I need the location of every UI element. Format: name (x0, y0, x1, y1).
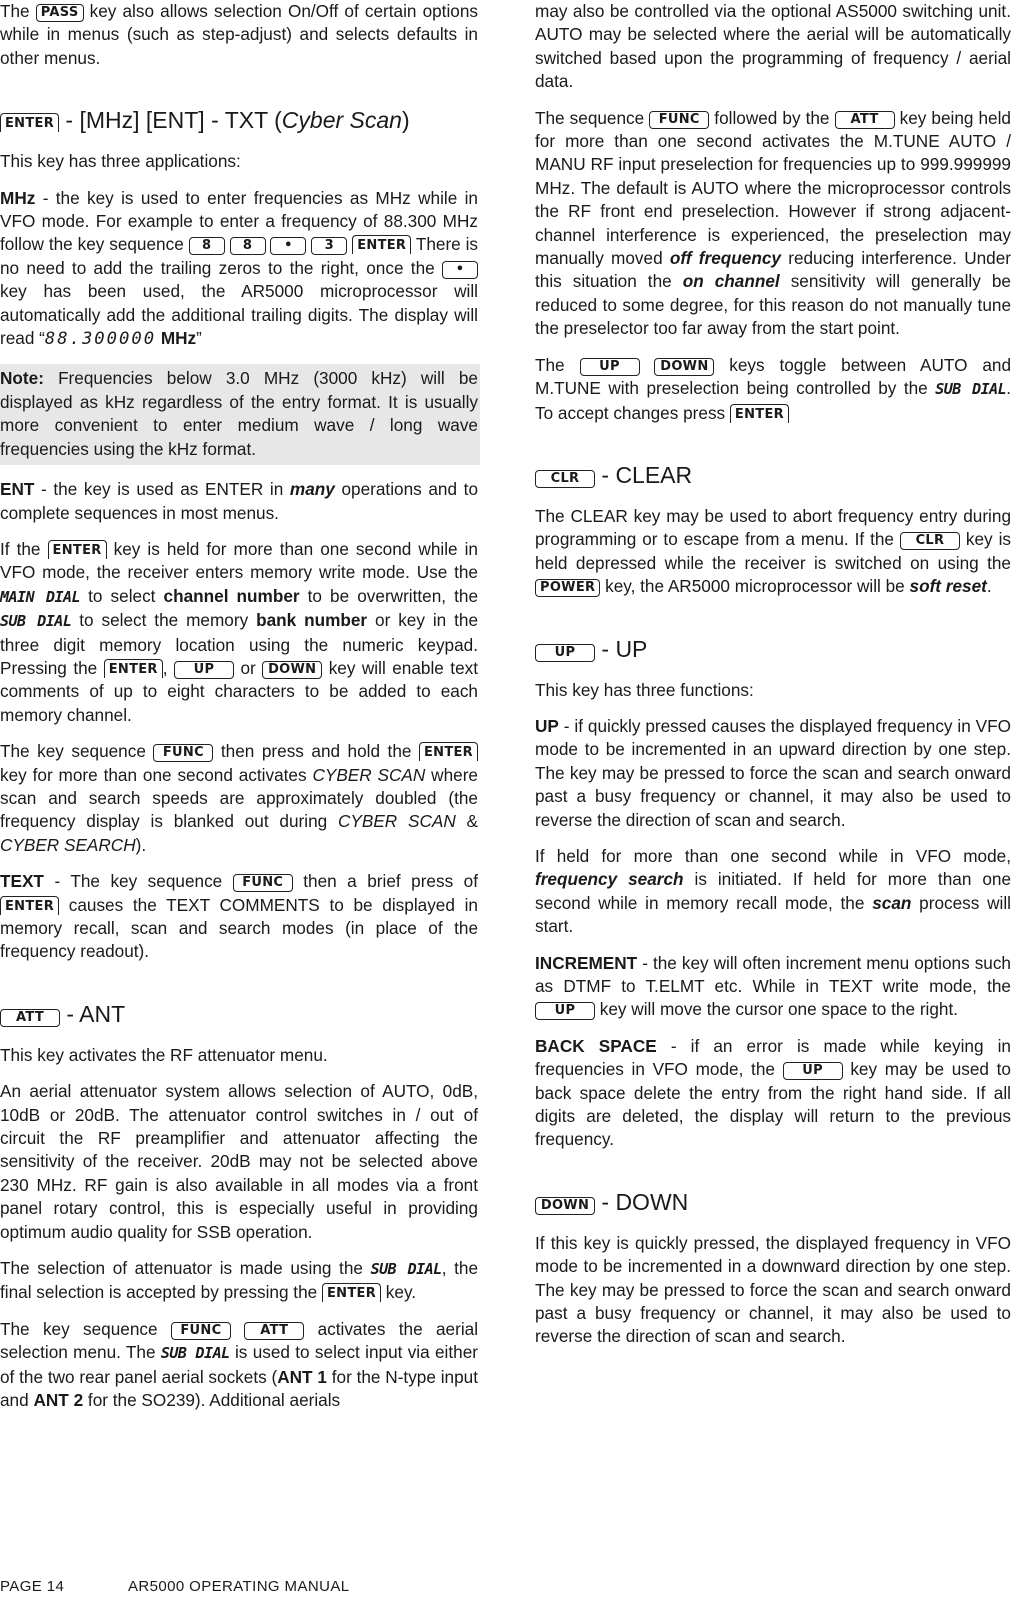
up-key-icon: UP (535, 644, 595, 662)
dot-key-icon: • (270, 237, 306, 255)
func-key-icon: FUNC (153, 744, 213, 762)
up-held-paragraph: If held for more than one second while in VFO mode, frequency search is initiated. If held for more than one second while in memory recall mode, the scan process will start. (535, 845, 1012, 937)
three-key-icon: 3 (311, 237, 347, 255)
mtune-paragraph: The sequence FUNC followed by the ATT key being held for more than one second activates the M.TUNE AUTO / MANU RF input preselection for frequencies up to 999.999999 MHz. The default is AUTO where the microprocessor controls the RF front end preselection. However if strong adjacent-channel interference is experienced, the preselection may manually moved off frequency reducing interference. Under this situation the on channel sensitivity will generally be reduced to some degree, for this reason do not manually tune the preselector too far away from the start point. (535, 107, 1012, 339)
enter-applications: This key has three applications: (0, 151, 241, 172)
func-key-icon: FUNC (649, 111, 709, 129)
clear-paragraph: The CLEAR key may be used to abort frequency entry during programming or to escape from a menu. If the CLR key is held depressed while the receiver is switched on using the POWER key, the AR5000 microprocessor will be soft reset. (535, 505, 1011, 597)
manual-title: AR5000 OPERATING MANUAL (127, 1578, 350, 1595)
aerial-selection-paragraph: The key sequence FUNC ATT activates the aerial selection menu. The SUB DIAL is used to select input via either of the two rear panel aerial sockets (ANT 1 for the N-type input and ANT 2 for the SO239). Additional aerials (0, 1318, 479, 1411)
right-column (535, 0, 1011, 1362)
clr-key-icon: CLR (900, 532, 960, 550)
att-key-icon: ATT (0, 1009, 60, 1027)
eight-key-icon: 8 (230, 237, 266, 255)
up-paragraph: UP - if quickly pressed causes the displayed frequency in VFO mode to be incremented in an upward direction by one step. The key may be pressed to force the scan and search onward past a busy frequency or channel, it may also be used to reverse the direction of scan and search. (535, 715, 1012, 830)
page-footer (0, 1578, 409, 1595)
func-key-icon: FUNC (233, 874, 293, 892)
page-number: PAGE 14 (0, 1578, 65, 1595)
att-menu-paragraph: This key activates the RF attenuator menu. (0, 1044, 328, 1065)
enter-key-icon: ENTER (48, 540, 107, 559)
pass-paragraph: The PASS key also allows selection On/Off of certain options while in menus (such as step-adjust) and selects defaults in other menus. (0, 1, 478, 68)
main-dial-label: MAIN DIAL (0, 587, 81, 606)
down-key-icon: DOWN (535, 1197, 595, 1215)
enter-key-icon: ENTER (730, 404, 789, 423)
up-key-heading: UP - UP (535, 634, 1011, 664)
toggle-paragraph: The UP DOWN keys toggle between AUTO and M.TUNE with preselection being controlled by the SUB DIAL. To accept changes press ENTER (535, 354, 1012, 423)
up-key-icon: UP (535, 1002, 595, 1020)
mhz-paragraph: MHz - the key is used to enter frequencies as MHz while in VFO mode. For example to enter a frequency of 88.300 MHz follow the key sequence 8 8 • 3 ENTER There is no need to add the trailing zeros to the right, once the • key has been used, the AR5000 microprocessor will automatically add the additional trailing digits. The display will read “88.300000 MHz” (0, 187, 479, 350)
down-paragraph: If this key is quickly pressed, the displayed frequency in VFO mode to be incremented in a downward direction by one step. The key may be pressed to force the scan and search onward past a busy frequency or channel, it may also be used to reverse the direction of scan and search. (535, 1232, 1011, 1347)
att-selection-paragraph: The selection of attenuator is made using the SUB DIAL, the final selection is accepted by pressing the ENTER key. (0, 1258, 478, 1303)
backspace-paragraph: BACK SPACE - if an error is made while keying in frequencies in VFO mode, the UP key may be used to back space delete the entry from the right hand side. If all digits are deleted, the display will return to the previous frequency. (535, 1035, 1011, 1150)
ent-paragraph: ENT - the key is used as ENTER in many operations and to complete sequences in most menus. (0, 479, 479, 523)
power-key-icon: POWER (535, 579, 600, 597)
up-key-icon: UP (174, 661, 234, 679)
func-key-icon: FUNC (171, 1322, 231, 1340)
enter-key-icon: ENTER (104, 659, 163, 678)
increment-paragraph: INCREMENT - the key will often increment menu options such as DTMF to T.ELMT etc. While in TEXT write mode, the UP key will move the cursor one space to the right. (535, 952, 1011, 1020)
up-key-icon: UP (580, 358, 640, 376)
att-key-heading: ATT - ANT (0, 999, 478, 1029)
dot-key-icon: • (442, 261, 478, 279)
hold-enter-paragraph: If the ENTER key is held for more than one second while in VFO mode, the receiver enters memory write mode. Use the MAIN DIAL to select channel number to be overwritten, the SUB DIAL to select the memory bank number or key in the three digit memory location using the numeric keypad. Pressing the ENTER , UP or DOWN key will enable text comments of up to eight characters to be added to each memory channel. (0, 538, 479, 725)
sub-dial-label: SUB DIAL (0, 612, 72, 631)
cyber-scan-paragraph: The key sequence FUNC then press and hold the ENTER key for more than one second activates CYBER SCAN where scan and search speeds are approximately doubled (the frequency display is blanked out during CYBER SCAN & CYBER SEARCH). (0, 741, 479, 855)
down-key-icon: DOWN (654, 358, 714, 376)
text-paragraph: TEXT - The key sequence FUNC then a brief press of ENTER causes the TEXT COMMENTS to be displayed in memory recall, scan and search modes (in place of the frequency readout). (0, 871, 479, 962)
up-functions: This key has three functions: (535, 679, 754, 700)
note-box: Note: Frequencies below 3.0 MHz (3000 kHz) will be displayed as kHz regardless of the entry format. It is usually more convenient to enter medium wave / long wave frequencies using the kHz format. (0, 364, 480, 465)
sub-dial-label: SUB DIAL (160, 1344, 230, 1363)
enter-key-icon: ENTER (352, 235, 411, 254)
up-key-icon: UP (783, 1062, 843, 1080)
att-key-icon: ATT (244, 1322, 304, 1340)
down-key-icon: DOWN (262, 661, 322, 679)
att-desc-paragraph: An aerial attenuator system allows selection of AUTO, 0dB, 10dB or 20dB. The attenuator control switches in / out of circuit the RF preamplifier and attenuator affecting the sensitivity of the receiver. 20dB may not be selected above 230 MHz. RF gain is also available in all modes via a front panel rotary control, this is especially useful in providing optimum audio quality for SSB operation. (0, 1081, 478, 1242)
left-column (0, 0, 478, 1426)
att-key-icon: ATT (835, 111, 895, 129)
lcd-readout: 88.300000 (44, 329, 157, 350)
enter-key-heading: ENTER - [MHz] [ENT] - TXT (Cyber Scan) (0, 105, 478, 135)
down-key-heading: DOWN - DOWN (535, 1187, 1011, 1217)
enter-key-icon: ENTER (322, 1283, 381, 1302)
clr-key-icon: CLR (535, 470, 595, 488)
enter-key-icon: ENTER (419, 742, 478, 761)
sub-dial-label: SUB DIAL (370, 1260, 442, 1279)
sub-dial-label: SUB DIAL (935, 380, 1007, 399)
eight-key-icon: 8 (189, 237, 225, 255)
enter-key-icon: ENTER (0, 896, 59, 915)
pass-key-icon: PASS (36, 4, 84, 22)
clr-key-heading: CLR - CLEAR (535, 460, 1011, 490)
enter-key-icon: ENTER (0, 113, 59, 132)
aerial-continued-paragraph: may also be controlled via the optional AS5000 switching unit. AUTO may be selected where the aerial will be automatically switched based upon the programming of frequency / aerial data. (535, 1, 1011, 92)
